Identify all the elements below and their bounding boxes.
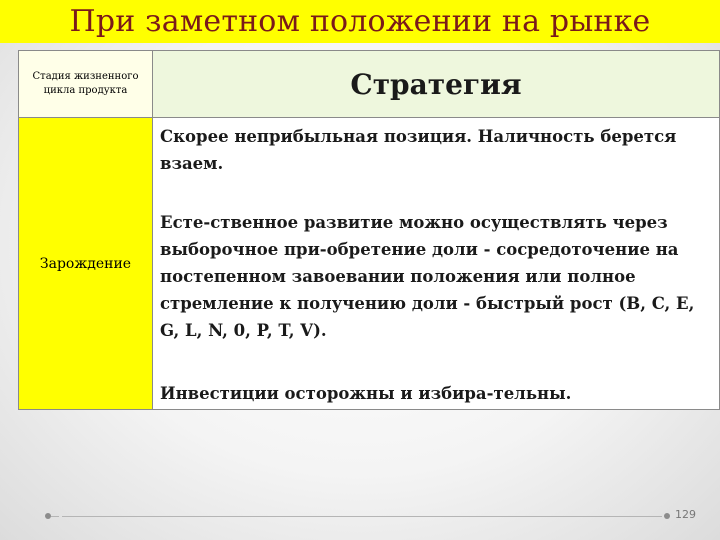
- header-strategy-label: Стратегия: [350, 67, 522, 101]
- strategy-table: [18, 50, 720, 410]
- page-number: 129: [675, 508, 696, 521]
- slide-title: При заметном положении на рынке: [69, 3, 651, 39]
- header-stage-cell: [19, 51, 153, 118]
- footer-right-bullet-icon: [664, 513, 670, 519]
- stage-cell: [19, 118, 153, 409]
- footer-line-long: [62, 516, 662, 517]
- title-bar: [0, 0, 720, 43]
- stage-label: Зарождение: [39, 255, 132, 272]
- strategy-paragraph: Инвестиции осторожны и избира-тельны.: [160, 384, 572, 403]
- footer-line: [51, 516, 59, 517]
- strategy-paragraph: Есте-ственное развитие можно осуществлять через выборочное при-обретение доли - сосредоточение на постепенном завоевании положения или полное стремление к получению доли - быстрый рост (B, C, E, G, L, N, 0, P, T, V).: [160, 213, 695, 340]
- strategy-cell: [153, 118, 719, 409]
- header-strategy-cell: [153, 51, 719, 118]
- strategy-paragraph: Скорее неприбыльная позиция. Наличность берется взаем.: [160, 127, 677, 173]
- header-stage-label: Стадия жизненного цикла продукта: [32, 71, 139, 96]
